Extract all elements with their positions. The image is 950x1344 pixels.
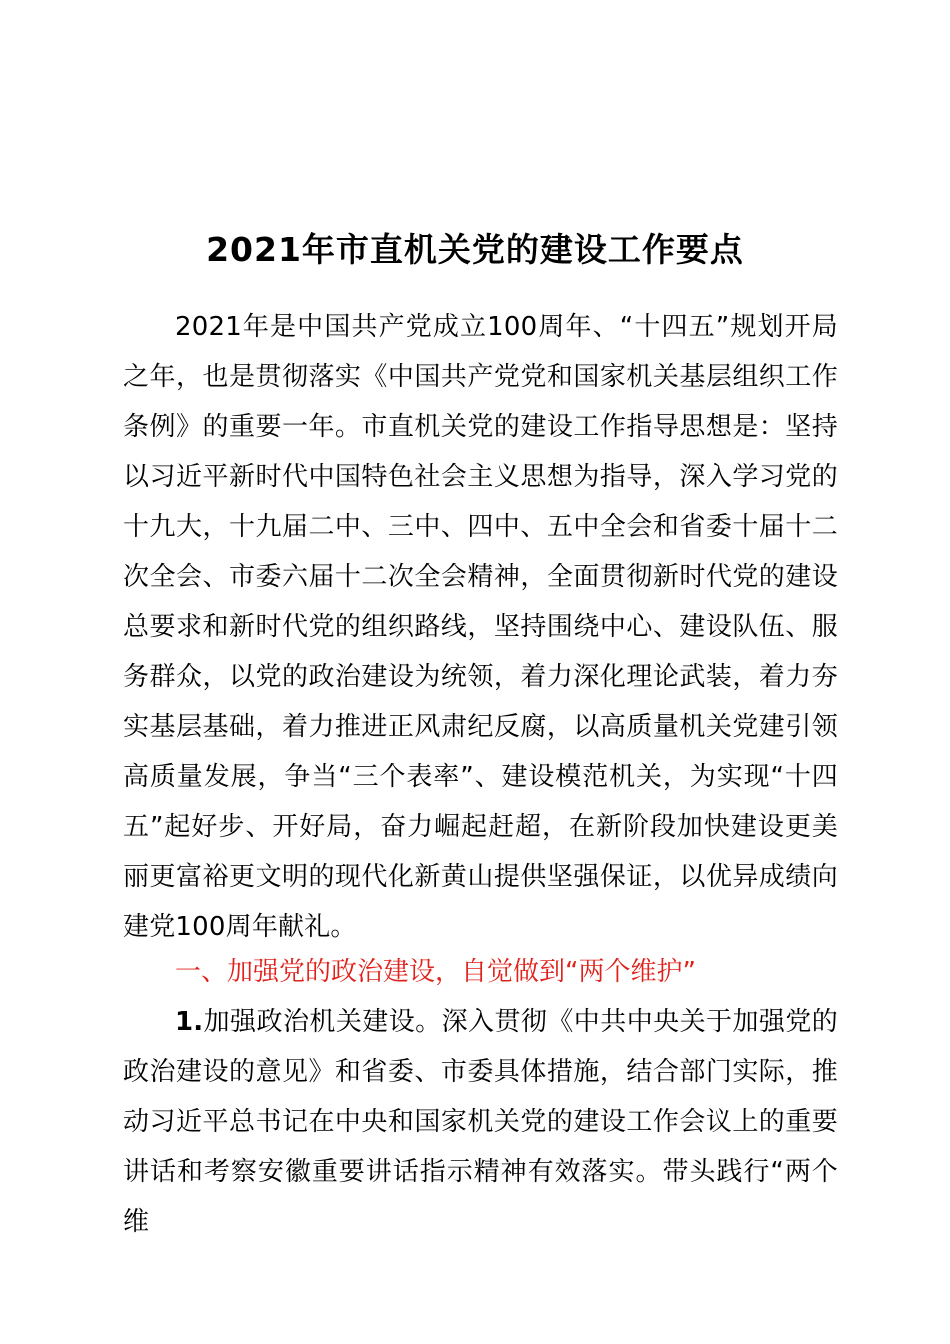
- item-1-number: 1.: [175, 1007, 204, 1037]
- document-title: 2021年市直机关党的建设工作要点: [206, 230, 744, 269]
- item-1-paragraph: [123, 997, 838, 1247]
- intro-paragraph-text: 2021年是中国共产党成立100周年、“十四五”规划开局之年，也是贯彻落实《中国共产党党和国家机关基层组织工作条例》的重要一年。市直机关党的建设工作指导思想是：坚持以习近平新时代中国特色社会主义思想为指导，深入学习党的十九大，十九届二中、三中、四中、五中全会和省委十届十二次全会、市委六届十二次全会精神，全面贯彻新时代党的建设总要求和新时代党的组织路线，坚持围绕中心、建设队伍、服务群众，以党的政治建设为统领，着力深化理论武装，着力夯实基层基础，着力推进正风肃纪反腐，以高质量机关党建引领高质量发展，争当“三个表率”、建设模范机关，为实现“十四五”起好步、开好局，奋力崛起赶超，在新阶段加快建设更美丽更富裕更文明的现代化新黄山提供坚强保证，以优异成绩向建党100周年献礼。: [123, 312, 838, 942]
- item-1-text: 加强政治机关建设。深入贯彻《中共中央关于加强党的政治建设的意见》和省委、市委具体措施，结合部门实际，推动习近平总书记在中央和国家机关党的建设工作会议上的重要讲话和考察安徽重要讲话指示精神有效落实。带头践行“两个维: [123, 1007, 838, 1237]
- section-heading-1: 一、加强党的政治建设，自觉做到“两个维护”: [175, 957, 696, 987]
- intro-paragraph: [123, 302, 838, 952]
